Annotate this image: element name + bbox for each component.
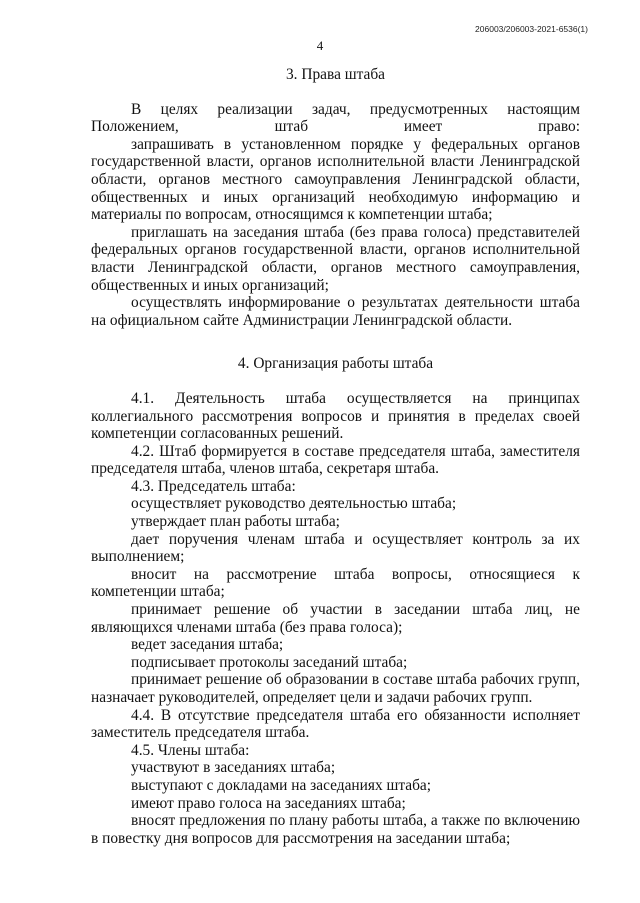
section-3-title: 3. Права штаба [285,66,386,83]
section-4-title: 4. Организация работы штаба [237,355,434,373]
list-item: имеют право голоса на заседаниях штаба; [131,794,406,812]
paragraph: приглашать на заседания штаба (без права голоса) представителей федеральных органов государственной власти, органов исполнительной власти Ленинградской области, органов местного самоуправления, общественных и иных организаций; [91,223,580,294]
list-item: участвуют в заседаниях штаба; [131,759,336,777]
paragraph: 4.3. Председатель штаба: [131,477,296,495]
list-item: принимает решение об образовании в составе штаба рабочих групп, назначает руководителей, определяет цели и задачи рабочих групп. [91,671,580,706]
list-item: осуществляет руководство деятельностью штаба; [131,495,457,513]
list-item: дает поручения членам штаба и осуществляет контроль за их выполнением; [91,530,580,566]
paragraph: 4.4. В отсутствие председателя штаба его обязанности исполняет заместитель председателя штаба. [91,706,580,742]
document-body [91,66,580,847]
paragraph: В целях реализации задач, предусмотренных настоящим Положением, штаб имеет право: [91,100,580,136]
list-item: ведет заседания штаба; [131,636,284,654]
page-number: 4 [316,38,324,53]
list-item: подписывает протоколы заседаний штаба; [131,653,408,671]
paragraph: 4.1. Деятельность штаба осуществляется на принципах коллегиального рассмотрения вопросов и принятия в пределах своей компетенции согласованных решений. [91,389,580,443]
paragraph: 4.2. Штаб формируется в составе председателя штаба, заместителя председателя штаба, членов штаба, секретаря штаба. [91,442,580,478]
paragraph: 4.5. Члены штаба: [131,741,250,759]
list-item: вносит на рассмотрение штаба вопросы, относящиеся к компетенции штаба; [91,565,580,601]
paragraph: запрашивать в установленном порядке у федеральных органов государственной власти, органов исполнительной власти Ленинградской области, органов местного самоуправления Ленинградской области, общественных и иных организаций необходимую информацию и материалы по вопросам, относящимся к компетенции штаба; [91,135,580,224]
paragraph: осуществлять информирование о результатах деятельности штаба на официальном сайте Администрации Ленинградской области. [91,294,580,329]
list-item: утверждает план работы штаба; [131,513,340,531]
document-id: 206003/206003-2021-6536(1) [475,24,588,34]
list-item: вносят предложения по плану работы штаба, а также по включению в повестку дня вопросов для рассмотрения на заседании штаба; [91,812,580,847]
list-item: принимает решение об участии в заседании штаба лиц, не являющихся членами штаба (без права голоса); [91,601,580,636]
list-item: выступают с докладами на заседаниях штаба; [131,776,432,794]
